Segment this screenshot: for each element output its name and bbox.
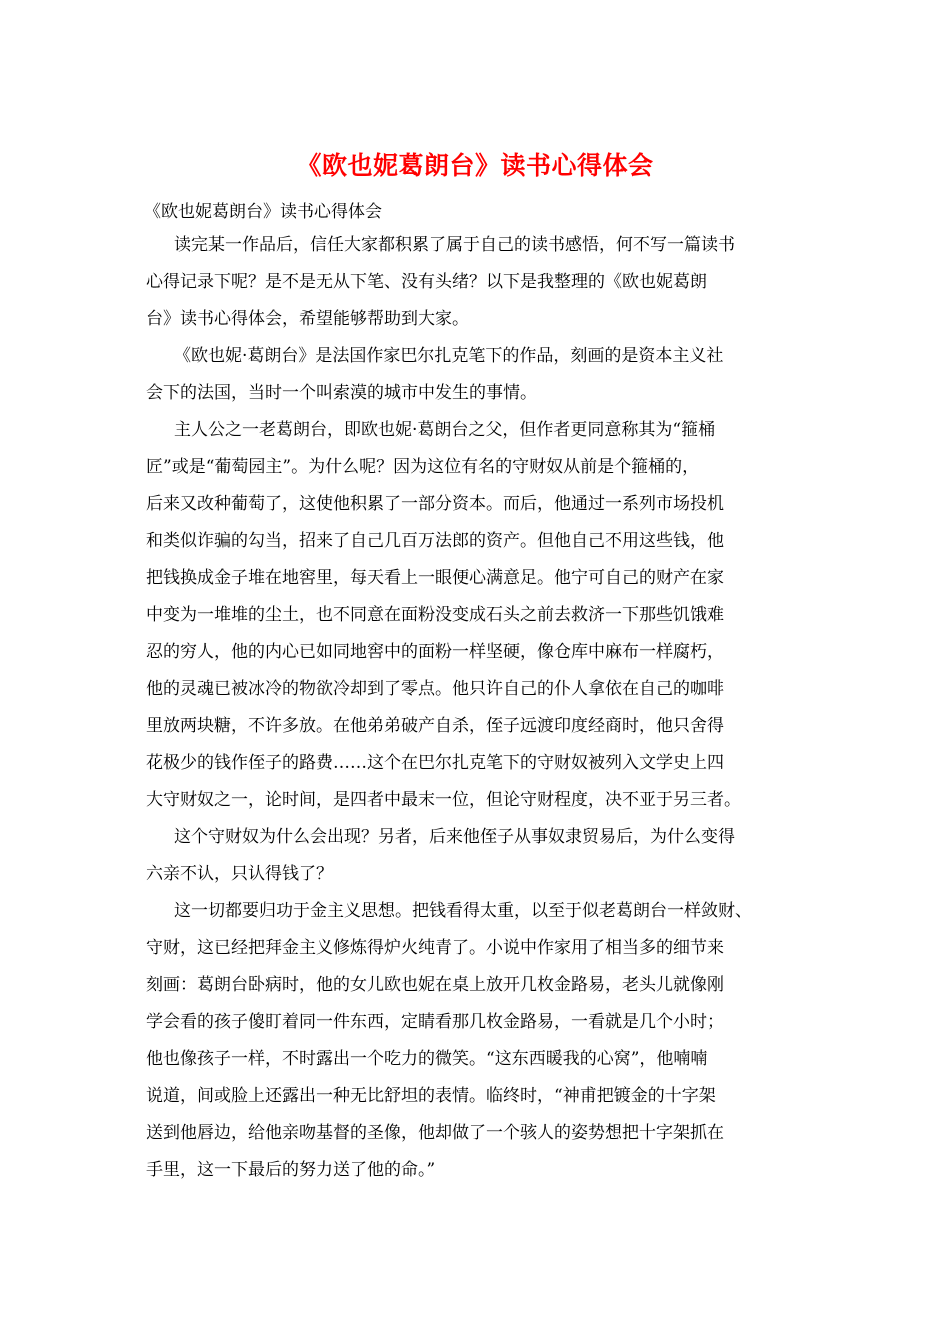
- paragraph-line: 守财，这已经把拜金主义修炼得炉火纯青了。小说中作家用了相当多的细节来: [146, 938, 724, 958]
- document-title: 《欧也妮葛朗台》读书心得体会: [296, 151, 654, 180]
- paragraph-line: 花极少的钱作侄子的路费……这个在巴尔扎克笔下的守财奴被列入文学史上四: [146, 753, 724, 773]
- paragraph-line: 主人公之一老葛朗台，即欧也妮·葛朗台之父，但作者更同意称其为“箍桶: [174, 420, 716, 440]
- paragraph-line: 后来又改种葡萄了，这使他积累了一部分资本。而后，他通过一系列市场投机: [146, 494, 724, 514]
- paragraph-line: 手里，这一下最后的努力送了他的命。”: [146, 1160, 436, 1180]
- paragraph-line: 里放两块糖，不许多放。在他弟弟破产自杀，侄子远渡印度经商时，他只舍得: [146, 716, 724, 736]
- paragraph-line: 和类似诈骗的勾当，招来了自己几百万法郎的资产。但他自己不用这些钱，他: [146, 531, 724, 551]
- paragraph-line: 忍的穷人，他的内心已如同地窖中的面粉一样坚硬，像仓库中麻布一样腐朽，: [146, 642, 724, 662]
- paragraph-line: 《欧也妮·葛朗台》是法国作家巴尔扎克笔下的作品，刻画的是资本主义社: [174, 346, 724, 366]
- document-subtitle: 《欧也妮葛朗台》读书心得体会: [144, 202, 382, 222]
- paragraph-line: 他的灵魂已被冰冷的物欲冷却到了零点。他只许自己的仆人拿依在自己的咖啡: [146, 679, 724, 699]
- paragraph-line: 读完某一作品后，信任大家都积累了属于自己的读书感悟，何不写一篇读书: [174, 235, 735, 255]
- paragraph-line: 这一切都要归功于金主义思想。把钱看得太重，以至于似老葛朗台一样敛财、: [174, 901, 752, 921]
- paragraph-line: 说道，间或脸上还露出一种无比舒坦的表情。临终时，“神甫把镀金的十字架: [146, 1086, 716, 1106]
- paragraph-line: 匠”或是“葡萄园主”。为什么呢？因为这位有名的守财奴从前是个箍桶的，: [146, 457, 700, 477]
- paragraph-line: 中变为一堆堆的尘土，也不同意在面粉没变成石头之前去救济一下那些饥饿难: [146, 605, 724, 625]
- paragraph-line: 学会看的孩子傻盯着同一件东西，定睛看那几枚金路易，一看就是几个小时；: [146, 1012, 724, 1032]
- paragraph-line: 他也像孩子一样，不时露出一个吃力的微笑。“这东西暖我的心窝”，他喃喃: [146, 1049, 708, 1069]
- paragraph-line: 这个守财奴为什么会出现？另者，后来他侄子从事奴隶贸易后，为什么变得: [174, 827, 735, 847]
- paragraph-line: 台》读书心得体会，希望能够帮助到大家。: [146, 309, 469, 329]
- paragraph-line: 大守财奴之一，论时间，是四者中最末一位，但论守财程度，决不亚于另三者。: [146, 790, 741, 810]
- paragraph-line: 心得记录下呢？是不是无从下笔、没有头绪？以下是我整理的《欧也妮葛朗: [146, 272, 707, 292]
- paragraph-line: 把钱换成金子堆在地窖里，每天看上一眼便心满意足。他宁可自己的财产在家: [146, 568, 724, 588]
- paragraph-line: 送到他唇边，给他亲吻基督的圣像，他却做了一个骇人的姿势想把十字架抓在: [146, 1123, 724, 1143]
- paragraph-line: 六亲不认，只认得钱了？: [146, 864, 333, 884]
- paragraph-line: 会下的法国，当时一个叫索漠的城市中发生的事情。: [146, 383, 537, 403]
- paragraph-line: 刻画：葛朗台卧病时，他的女儿欧也妮在桌上放开几枚金路易，老头儿就像刚: [146, 975, 724, 995]
